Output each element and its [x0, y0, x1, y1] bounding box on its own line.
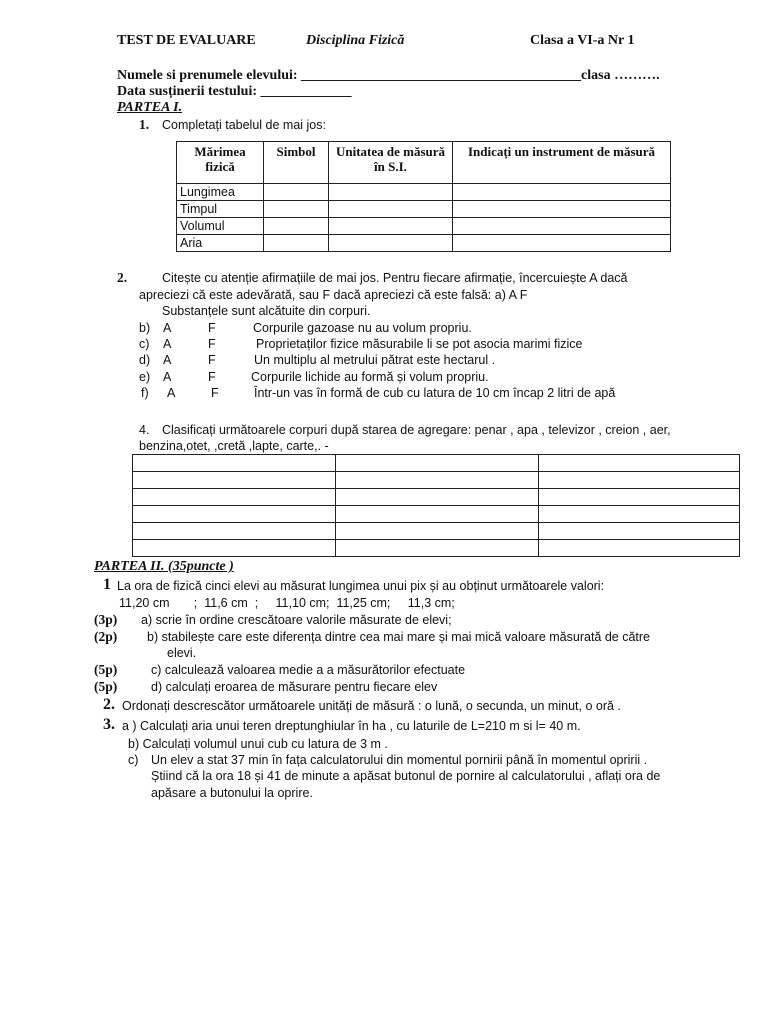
student-name-line[interactable]: Numele si prenumele elevului: ________________________________________clasa ………. [117, 68, 660, 83]
part1-title: PARTEA I. [117, 100, 183, 115]
header-symbol: Simbol [264, 142, 329, 184]
table-row [177, 218, 671, 235]
answer-cell[interactable] [336, 489, 539, 506]
table-row [177, 235, 671, 252]
p2-q3-c-line1: Un elev a stat 37 min în fața calculatorului din momentul pornirii până în momentul opririi . [151, 753, 648, 767]
table-header-row [177, 142, 671, 184]
header-unit: Unitatea de măsură în S.I. [329, 142, 453, 184]
statement-label: b) [139, 321, 151, 335]
statement-label: d) [139, 353, 151, 367]
answer-cell[interactable] [539, 523, 740, 540]
answer-cell[interactable] [539, 455, 740, 472]
q1-text: Completați tabelul de mai jos: [162, 118, 326, 132]
answer-false[interactable]: F [211, 386, 219, 400]
header-instrument: Indicați un instrument de măsură [453, 142, 671, 184]
statement-text: Proprietaților fizice măsurabile li se pot asocia marimi fizice [256, 337, 583, 351]
answer-cell[interactable] [264, 218, 329, 235]
answer-cell[interactable] [133, 489, 336, 506]
answer-cell[interactable] [539, 506, 740, 523]
answer-false[interactable]: F [208, 353, 216, 367]
p2-q3-a: a ) Calculați aria unui teren dreptunghiular în ha , cu laturile de L=210 m si l= 40 m. [122, 719, 581, 733]
answer-true[interactable]: A [163, 321, 172, 335]
answer-cell[interactable] [133, 540, 336, 557]
answer-cell[interactable] [336, 472, 539, 489]
answer-false[interactable]: F [208, 370, 216, 384]
subquestion-text: c) calculează valoarea medie a a măsurătorilor efectuate [151, 663, 466, 677]
p2-q3-c-label: c) [128, 753, 139, 767]
answer-cell[interactable] [336, 540, 539, 557]
answer-cell[interactable] [133, 472, 336, 489]
answer-cell[interactable] [133, 523, 336, 540]
answer-cell[interactable] [453, 218, 671, 235]
answer-cell[interactable] [264, 201, 329, 218]
answer-cell[interactable] [336, 523, 539, 540]
p2-q2-text: Ordonați descrescător următoarele unități de măsură : o lună, o secunda, un minut, o oră . [122, 699, 621, 713]
answer-cell[interactable] [329, 201, 453, 218]
p2-q3-c-line2: Știind că la ora 18 și 41 de minute a apăsat butonul de pornire al calculatorului , aflați ora de [151, 769, 661, 783]
quantities-table [176, 141, 671, 252]
answer-cell[interactable] [453, 201, 671, 218]
table-row [133, 455, 740, 472]
answer-cell[interactable] [329, 218, 453, 235]
answer-false[interactable]: F [208, 321, 216, 335]
answer-cell[interactable] [539, 489, 740, 506]
points-badge: (5p) [94, 679, 118, 694]
row-label: Lungimea [177, 184, 264, 201]
table-row [177, 184, 671, 201]
subquestion-text: a) scrie în ordine crescătoare valorile măsurate de elevi; [141, 613, 452, 627]
q4-line1: Clasificați următoarele corpuri după starea de agregare: penar , apa , televizor , creion , aer, [162, 423, 671, 437]
statement-text: Corpurile lichide au formă și volum propriu. [251, 370, 489, 384]
q2-line1: Citește cu atenție afirmațiile de mai jos. Pentru fiecare afirmație, încercuiește A dacă [162, 271, 628, 285]
answer-cell[interactable] [264, 184, 329, 201]
discipline-label: Disciplina Fizică [306, 33, 405, 48]
classification-table [132, 454, 740, 557]
points-badge: (5p) [94, 662, 118, 677]
q4-number: 4. [139, 423, 150, 437]
answer-true[interactable]: A [163, 353, 172, 367]
statement-label: e) [139, 370, 151, 384]
answer-false[interactable]: F [208, 337, 216, 351]
p2-q1-text: La ora de fizică cinci elevi au măsurat lungimea unui pix și au obținut următoarele valori: [117, 579, 605, 593]
table-row [133, 506, 740, 523]
answer-cell[interactable] [329, 235, 453, 252]
answer-cell[interactable] [453, 235, 671, 252]
answer-cell[interactable] [329, 184, 453, 201]
subquestion-text: b) stabilește care este diferența dintre cea mai mare și mai mică valoare măsurată de către [147, 630, 651, 644]
table-row [133, 489, 740, 506]
subquestion-text: d) calculați eroarea de măsurare pentru fiecare elev [151, 680, 438, 694]
answer-cell[interactable] [133, 455, 336, 472]
statement-text: Un multiplu al metrului pătrat este hectarul . [254, 353, 496, 367]
row-label: Aria [177, 235, 264, 252]
p2-q3-b: b) Calculați volumul unui cub cu latura de 3 m . [128, 737, 388, 751]
statement-label: f) [141, 386, 149, 400]
points-badge: (2p) [94, 629, 118, 644]
q4-line2: benzina,otet, ,cretă ,lapte, carte,. - [139, 439, 329, 453]
q2-number: 2. [117, 270, 128, 285]
q2-line3: Substanțele sunt alcătuite din corpuri. [162, 304, 371, 318]
statement-text: Corpurile gazoase nu au volum propriu. [253, 321, 472, 335]
answer-true[interactable]: A [167, 386, 176, 400]
p2-q2-number: 2. [103, 696, 115, 713]
answer-true[interactable]: A [163, 337, 172, 351]
q2-line2: apreciezi că este adevărată, sau F dacă apreciezi că este falsă: a) A F [139, 288, 528, 302]
test-title: TEST DE EVALUARE [117, 33, 256, 48]
measured-values: 11,20 cm ; 11,6 cm ; 11,10 cm; 11,25 cm; 11,3 cm; [119, 596, 455, 610]
table-row [177, 201, 671, 218]
test-date-line[interactable]: Data susținerii testului: _____________ [117, 84, 352, 99]
answer-cell[interactable] [336, 506, 539, 523]
statement-label: c) [139, 337, 150, 351]
answer-true[interactable]: A [163, 370, 172, 384]
row-label: Timpul [177, 201, 264, 218]
table-row [133, 523, 740, 540]
table-row [133, 472, 740, 489]
answer-cell[interactable] [539, 472, 740, 489]
answer-cell[interactable] [453, 184, 671, 201]
header-quantity: Mărimea fizică [177, 142, 264, 184]
q1-number: 1. [139, 117, 150, 132]
answer-cell[interactable] [336, 455, 539, 472]
row-label: Volumul [177, 218, 264, 235]
answer-cell[interactable] [539, 540, 740, 557]
answer-cell[interactable] [264, 235, 329, 252]
answer-cell[interactable] [133, 506, 336, 523]
part2-title: PARTEA II. (35puncte ) [94, 559, 234, 574]
points-badge: (3p) [94, 612, 118, 627]
p2-q3-number: 3. [103, 716, 115, 733]
table-row [133, 540, 740, 557]
statement-text: Într-un vas în formă de cub cu latura de 10 cm încap 2 litri de apă [254, 386, 616, 400]
p2-q3-c-line3: apăsare a butonului la oprire. [151, 786, 313, 800]
subquestion-text: elevi. [167, 646, 197, 660]
class-info: Clasa a VI-a Nr 1 [530, 33, 635, 48]
p2-q1-number: 1 [103, 576, 111, 593]
